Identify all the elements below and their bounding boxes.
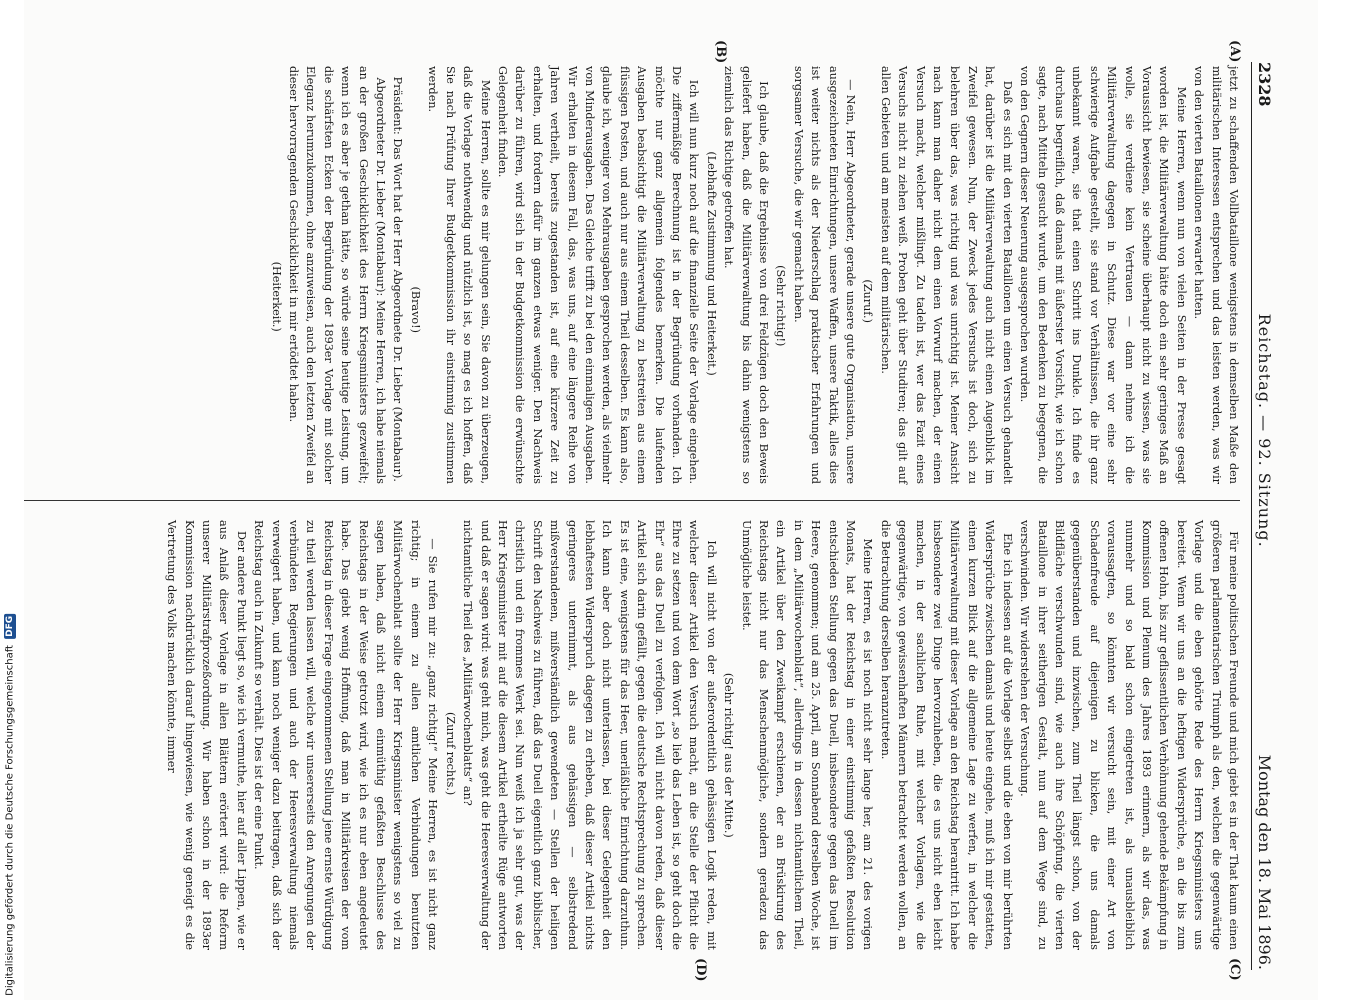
page-number: 2328	[1255, 62, 1275, 107]
session-title: Reichstag. — 92. Sitzung.	[1255, 313, 1275, 548]
credit-text: Digitalisierung gefördert durch die Deutsche Forschungsgemeinschaft	[4, 645, 16, 996]
dfg-logo: DFG	[5, 616, 15, 638]
margin-marker-a: (A)	[1227, 40, 1242, 63]
digitization-credit	[4, 614, 16, 996]
session-date: Montag den 18. Mai 1896.	[1255, 754, 1275, 970]
margin-marker-b: (B)	[713, 40, 728, 64]
text-column-right: Für meine politischen Freunde und mich giebt es in der That kaum einen größeren parlamentarischen Triumph als den, welchen die gegenwärtige Vorlage und die eben gehörte Rede des Herrn Kriegsministers uns bereitet. Wenn wir uns an die heftigen Widersprüche, an die bis zum offenen Hohn, bis zur geflissentlichen Verhöhnung gehende Bekämpfung in Kommission und Plenum des Jahres 1893 erinnern, als wir das, was nunmehr und so bald schon eingetreten ist, als unausbleiblich voraussagten, so könnten wir versucht sein, mit einer Art von Schadenfreude auf diejenigen zu blicken, die uns damals gegenüberstanden und inzwischen, zum Theil längst schon, von der Bildfläche verschwunden sind, wie auch ihre Schöpfung, die vierten Bataillone in ihrer seitherigen Gestalt, nun auf dem Wege sind, zu verschwinden. Wir widerstehen der Versuchung. Ehe ich indessen auf die Vorlage selbst und die eben von mir berührten Widersprüche zwischen damals und heute eingehe, muß ich mir gestatten, einen kurzen Blick auf die allgemeine Lage zu werfen, in welcher die Militärverwaltung mit dieser Vorlage an den Reichstag herantritt. Ich habe insbesondere zwei Dinge hervorzuheben, die es uns nicht eben leicht machen, in der sachlichen Ruhe, mit welcher Vorlagen, wie die gegenwärtige, von gewissenhaften Männern betrachtet werden wollen, an die Betrachtung derselben heranzutreten. Meine Herren, es ist noch nicht sehr lange her, am 21. des vorigen Monats, hat der Reichstag in einer einstimmig gefaßten Resolution entschieden Stellung gegen das Duell, insbesondere gegen das Duell im Heere, genommen; und am 25. April, am Sonnabend derselben Woche, ist in dem „Militärwochenblatt“, allerdings in dessen nichtamtlichem Theil, ein Artikel über den Zweikampf erschienen, der an Brüskirung des Reichstags nicht nur das Menschenmögliche, sondern geradezu das Unmögliche leistet. (Sehr richtig! aus der Mitte.) Ich will nicht von der außerordentlich gehässigen Logik reden, mit welcher dieser Artikel den Versuch macht, an die Stelle der Pflicht die Ehre zu setzen und von dem Wort „so lieb das Leben ist, so geht doch die Ehr“ aus das Duell zu verfolgen. Ich will nicht davon reden, daß dieser Artikel sich darin gefällt, gegen die deutsche Rechtsprechung zu sprechen. Es ist eine, wenigstens für das Heer, unerläßliche Einrichtung darzuthun. Ich kann aber doch nicht unterlassen, bei dieser Gelegenheit den lebhaftesten Widerspruch dagegen zu erheben, daß dieser Artikel nichts geringeres unternimmt, als aus gehässigen — selbstredend mißverstandenen, mißverständlich gewendeten — Stellen der heiligen Schrift den Nachweis zu führen, daß das Duell eigentlich ganz biblischer, christlich und ein frommes Werk sei. Nun weiß ich ja sehr gut, was der Herr Kriegsminister mit auf die diesem Artikel ertheilte Rüge antworten und daß er sagen wird: was geht mich, was geht die Heeresverwaltung der nichtamtliche Theil des „Militärwochenblatts“ an? (Zuruf rechts.) — Sie rufen mir zu: „ganz richtig!“ Meine Herren, es ist nicht ganz richtig; in einem zu allen amtlichen Verbindungen benutzten Militärwochenblatt sollte der Herr Kriegsminister wenigstens so viel zu sagen haben, daß nicht einem einmüthig gefaßten Beschlusse des Reichstags in der Weise getrotzt wird, wie ich es nur eben angedeutet habe. Das giebt wenig Hoffnung, daß man in Militärkreisen der vom Reichstag in dieser Frage eingenommenen Stellung jene ernste Würdigung zu theil werden lassen will, welche wir unsererseits den Anregungen der verbündeten Regierungen und auch der Heeresverwaltung niemals verweigert haben, und kann noch weniger dazu beitragen, daß sich der Reichstag auch in Zukunft so verhält. Dies ist der eine Punkt. Der andere Punkt liegt so, wie ich vermuthe, hier auf aller Lippen, wie er aus Anlaß dieser Vorlage in allen Blättern erörtert wird: die Reform unserer Militärstrafprozeßordnung. Wir haben schon in der 1893er Kommission nachdrücklich darauf hingewiesen, wie wenig geneigt es die Vertretung des Volks machen könnte, immer	[165, 520, 1240, 951]
margin-marker-d: (D)	[693, 958, 708, 982]
column-divider	[20, 500, 1240, 501]
text-column-left: jetzt zu schaffenden Vollbataillone wenigstens in demselben Maße den militärischen Interessen entsprechen und das leisten werden, was wir von den vierten Bataillonen erwartet hatten. Meine Herren, wenn nun von vielen Seiten in der Presse gesagt worden ist, die Militärverwaltung hätte doch ein sehr geringes Maß an Voraussicht bewiesen, sie scheine überhaupt nicht zu wissen, was sie wolle, sie verdiene kein Vertrauen — dann nehme ich die Militärverwaltung dagegen in Schutz. Diese war vor eine sehr schwierige Aufgabe gestellt, sie stand vor Verhältnissen, die ihr ganz unbekannt waren, sie that einen Schritt ins Dunkle. Ich finde es durchaus begreiflich, daß damals mit äußerster Vorsicht, wie ich schon sagte, nach Mitteln gesucht wurde, um den Bedenken zu begegnen, die von den Gegnern dieser Neuerung ausgesprochen wurden. Daß es sich mit den vierten Bataillonen um einen Versuch gehandelt hat, darüber ist die Militärverwaltung auch nicht einen Augenblick im Zweifel gewesen. Nun, der Zweck jedes Versuchs ist doch, sich zu belehren über das, was richtig und was unrichtig ist. Meiner Ansicht nach kann man daher nicht dem einen Vorwurf machen, der einen Versuch macht, welcher mißlingt. Zu tadeln ist, wer das Fazit eines Versuchs nicht zu ziehen weiß. Proben geht über Studiren; das gilt auf allen Gebieten und am meisten auf dem militärischen. (Zuruf.) — Nein, Herr Abgeordneter, gerade unsere gute Organisation, unsere ausgezeichneten Einrichtungen, unsere Waffen, unsere Taktik, alles dies ist weiter nichts als der Niederschlag praktischer Erfahrungen und sorgsamer Versuche, die wir gemacht haben. (Sehr richtig!) Ich glaube, daß die Ergebnisse von drei Feldzügen doch den Beweis geliefert haben, daß die Militärverwaltung bis dahin wenigstens so ziemlich das Richtige getroffen hat. (Lebhafte Zustimmung und Heiterkeit.) Ich will nun kurz noch auf die finanzielle Seite der Vorlage eingehen. Die ziffermäßige Berechnung ist in der Begründung vorhanden. Ich möchte nur ganz allgemein folgendes bemerken. Die laufenden Ausgaben beabsichtigt die Militärverwaltung zu bestreiten aus einem flüssigen Posten, und auch nur aus einem Theil desselben. Es kann also, glaube ich, weniger von Mehrausgaben gesprochen werden, als vielmehr von Minderausgaben. Das Gleiche trifft zu bei den einmaligen Ausgaben. Wir erhalten in diesem Fall, das, was uns, auf eine längere Reihe von Jahren vertheilt, bereits zugestanden ist, auf eine kürzere Zeit zu erhalten, und fordern dafür im ganzen etwas weniger. Den Nachweis darüber zu führen, wird sich in der Budgetkommission die erwünschte Gelegenheit finden. Meine Herren, sollte es mir gelungen sein, Sie davon zu überzeugen, daß die Vorlage nothwendig und nützlich ist, so mag es ich hoffen, daß Sie nach Prüfung Ihrer Budgetkommission ihr einstimmig zustimmen werden. (Bravo!) Präsident: Das Wort hat der Herr Abgeordnete Dr. Lieber (Montabaur). Abgeordneter Dr. Lieber (Montabaur): Meine Herren, ich habe niemals an der großen Geschicklichkeit des Herrn Kriegsministers gezweifelt; wenn ich es aber je gethan hätte, so würde seine heutige Leistung, um die schärfsten Ecken der Begründung der 1893er Vorlage mit solcher Eleganz herumzukommen, ohne anzuweisen, auch den letzten Zweifel an dieser hervorragenden Geschicklichkeit in mir ertödtet haben. (Heiterkeit.)	[269, 66, 1240, 485]
margin-marker-c: (C)	[1227, 958, 1242, 981]
page-header	[1251, 62, 1278, 970]
footer-strip	[0, 0, 24, 1000]
